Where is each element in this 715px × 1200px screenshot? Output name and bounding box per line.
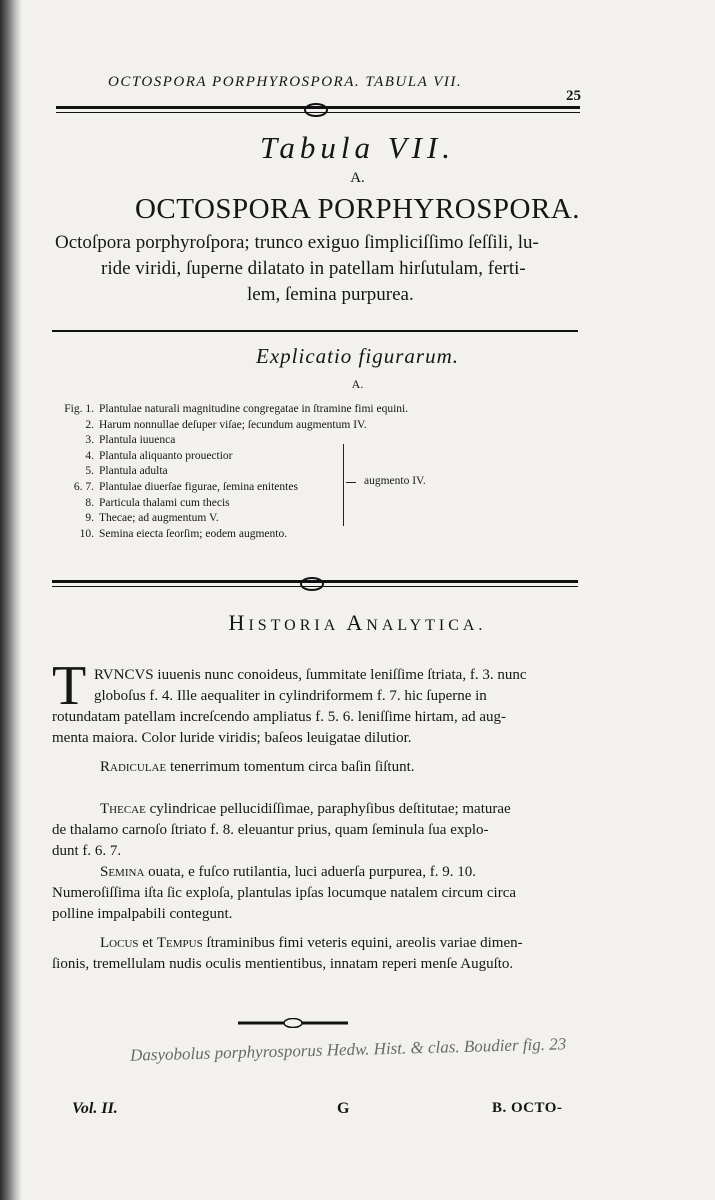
paragraph-line: tenerrimum tomentum circa baſin ſiſtunt. (166, 759, 415, 775)
paragraph-line: de thalamo carnoſo ſtriato f. 8. eleuantur prius, quam ſeminula ſua explo- (52, 822, 489, 838)
figure-caption: Semina eiecta ſeorſim; eodem augmento. (99, 527, 288, 540)
figure-number: 9. (85, 512, 94, 525)
paragraph-locus (52, 933, 575, 975)
paragraph-lead: Thecae (100, 801, 146, 817)
figure-number: 2. (85, 418, 94, 431)
paragraph-line: menta maiora. Color luride viridis; baſeos leuigatae dilutior. (52, 730, 412, 746)
paragraph-lead: Semina (100, 864, 145, 880)
figure-caption: Plantulae naturali magnitudine congregatae in ſtramine fimi equini. (99, 403, 409, 415)
paragraph-line: globoſus f. 4. Ille aequaliter in cylindriformem f. 7. hic ſuperne in (94, 688, 487, 704)
paragraph-line: cylindricae pellucidiſſimae, paraphyſibus deſtitutae; maturae (145, 801, 511, 817)
figure-entry (52, 527, 408, 543)
figure-number: 10. (79, 527, 94, 540)
figure-entry (52, 511, 408, 527)
figure-caption: Plantula aliquanto prouectior (99, 449, 233, 462)
historia-ornament (300, 577, 324, 591)
paragraph-line: rotundatam patellam increſcendo ampliatus f. 5. 6. leniſſime hirtam, ad aug- (52, 709, 507, 725)
figure-caption: Plantula adulta (99, 465, 168, 478)
volume-mark: Vol. II. (72, 1100, 118, 1117)
signature-mark: G (337, 1100, 350, 1117)
historia-heading (0, 610, 715, 636)
historia-heading-initial: H (228, 610, 249, 635)
drop-cap: T (52, 655, 87, 717)
paragraph-lead: RVNCVS (94, 667, 154, 683)
figure-caption: Harum nonnullae deſuper viſae; ſecundum augmentum IV. (99, 418, 367, 431)
historia-heading-rest: NALYTICA. (366, 617, 487, 634)
figure-caption: Thecae; ad augmentum V. (99, 512, 219, 525)
plate-letter: A. (350, 170, 365, 186)
figure-entry (52, 402, 408, 418)
paragraph-line: Numeroſiſſima iſta ſic exploſa, plantulas ipſas locumque natalem circum circa (52, 885, 517, 901)
paragraph-line: dunt f. 6. 7. (52, 843, 122, 859)
paragraph-line: iuuenis nunc conoideus, ſummitate leniſſime ſtriata, f. 3. nunc (153, 667, 527, 683)
paragraph-lead: Locus (100, 935, 139, 951)
figure-caption: Plantulae diuerſae figurae, ſemina enitentes (99, 480, 298, 493)
description-line: lem, ſemina purpurea. (247, 284, 414, 305)
figure-entry (52, 449, 408, 465)
handwritten-note: Dasyobolus porphyrosporus Hedw. Hist. & clas. Boudier fig. 23 (129, 1034, 567, 1065)
closing-ornament (238, 1018, 348, 1028)
header-ornament (304, 103, 328, 117)
historia-heading-initial: A (346, 610, 367, 635)
figure-entry (52, 418, 408, 434)
paragraph-line: ſionis, tremellulam nudis oculis mentientibus, innatam reperi menſe Auguſto. (52, 956, 514, 972)
paragraph-radiculae (52, 757, 575, 778)
description-line: Octoſpora porphyroſpora; trunco exiguo ſimpliciſſimo ſeſſili, lu- (55, 232, 539, 253)
figure-entry (52, 464, 408, 480)
page-number: 25 (566, 88, 581, 104)
paragraph-line: ouata, e fuſco rutilantia, luci aduerſa purpurea, f. 9. 10. (144, 864, 476, 880)
paragraph-line: polline impalpabili contegunt. (52, 906, 233, 922)
figure-brace (343, 444, 348, 526)
explicatio-heading: Explicatio figurarum. (256, 344, 459, 368)
explicatio-letter: A. (351, 377, 364, 391)
figure-entry (52, 496, 408, 512)
historia-heading-rest: ISTORIA (248, 617, 347, 634)
section-rule (52, 330, 578, 332)
figure-number: 3. (85, 434, 94, 447)
figure-caption: Plantula iuuenca (99, 434, 176, 447)
figure-number: Fig. 1. (64, 403, 94, 415)
description-line: ride viridi, ſuperne dilatato in patellam hirſutulam, ferti- (101, 258, 526, 279)
plate-heading: Tabula VII. (259, 130, 456, 165)
brace-point (346, 482, 356, 483)
paragraph-connector: et (138, 935, 157, 951)
figure-caption: Particula thalami cum thecis (99, 496, 230, 509)
figure-number: 8. (85, 496, 94, 509)
figure-entry (52, 433, 408, 449)
catchword: B. OCTO- (492, 1100, 563, 1116)
brace-label: augmento IV. (364, 475, 426, 487)
paragraph-semina (52, 862, 575, 925)
figure-number: 4. (85, 449, 94, 462)
species-title: OCTOSPORA PORPHYROSPORA. (134, 193, 580, 225)
paragraph-truncus (52, 665, 575, 749)
paragraph-lead: Radiculae (100, 759, 167, 775)
figure-number: 6. 7. (73, 480, 94, 493)
figure-list (52, 402, 408, 542)
paragraph-thecae (52, 799, 575, 862)
figure-number: 5. (85, 465, 94, 478)
paragraph-line: ſtraminibus fimi veteris equini, areolis variae dimen- (202, 935, 523, 951)
species-description (55, 230, 575, 308)
paragraph-lead: Tempus (156, 935, 203, 951)
running-header: OCTOSPORA PORPHYROSPORA. TABULA VII. (108, 74, 463, 90)
